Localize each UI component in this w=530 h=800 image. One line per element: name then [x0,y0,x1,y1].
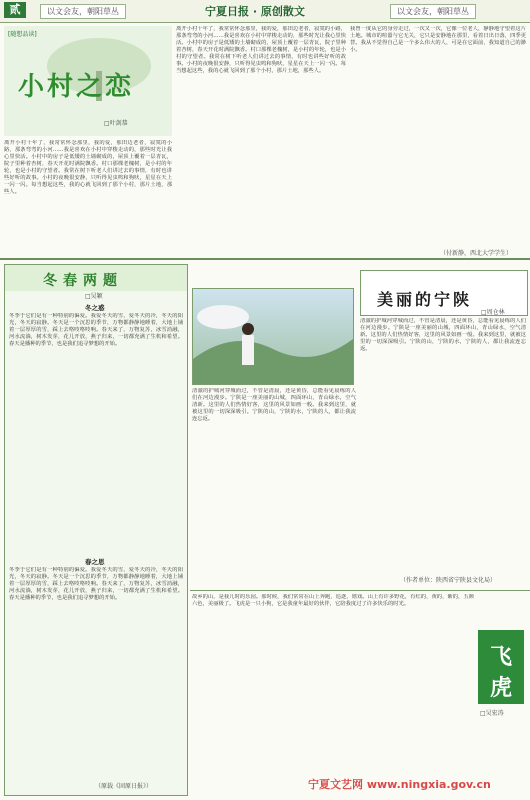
section-title: 宁夏日报 · 原创散文 [205,5,305,18]
article2-title: 冬春两题 [43,273,123,289]
divider-bottom [190,590,530,591]
middle-footer: （付新静，西北大学学生） [440,250,513,257]
article3-author: □周仓林 [481,309,505,316]
article4-body: 故乡的山，是我儿时的乐园。那时候，我们常常在山上奔跑，追逐，嬉戏。山上有许多野花，有红的，黄的，紫的，五颜六色，美丽极了。飞虎是一只小狗，它是我童年最好的伙伴，它陪我度过了许多快乐的时光。 [192,594,474,607]
middle-body: 离开小村十年了，我常常怀念那里，我的爱，那田边老者，寂寞的小路，那条弯弯的小河……我是喜欢在小村中穿梭走动的，那些时光让我心里快活。小村中的房子是低矮的土墙砌成的，屋顶上覆着一层青瓦，院子里种着杏树，春天开花时满院飘香。村口那棵老槐树，是小村的年轮，也是小村的守望者。我常在树下听老人们讲过去的事情，有时也讲些好听的故事。小村的夜晚很安静，只听得见虫鸣和狗吠，星星在天上一闪一闪。每当想起这些，我的心就飞回到了那个小村，那片土地，那些人。 [176,26,346,74]
page-header [0,0,530,23]
article3-body-left: 清澈的护城河穿城而过，不管是清晨，还是黄昏，总能看见晨练的人们在河边漫步。宁陕是一座美丽的山城，四面环山，青山绿水，空气清新。这里的人们热情好客，这里的风景如画一般。我来到这里，就被这里的一切深深吸引。宁陕的山，宁陕的水，宁陕的人，都让我流连忘返。 [192,388,356,422]
divider [0,258,530,260]
article1-tag: [随想品读] [8,31,37,38]
header-slogan-right: 以文会友，朝阳草丛 [390,4,476,19]
header-slogan-left: 以文会友，朝阳草丛 [40,4,126,19]
article3-body: 清澈的护城河穿城而过，不管是清晨，还是黄昏，总能看见晨练的人们在河边漫步。宁陕是一座美丽的山城，四面环山，青山绿水，空气清新。这里的人们热情好客，这里的风景如画一般。我来到这里，就被这里的一切深深吸引。宁陕的山，宁陕的水，宁陕的人，都让我流连忘返。 [360,318,526,352]
article2-sub2: 春之思 [85,558,105,566]
article4-author: □吴宏涛 [480,710,504,717]
article2-body1: 冬季于它们是有一种特别的偏爱。我爱冬天的雪，爱冬天的冷，冬天的阳光，冬天的寂静。冬天是一个沉思的季节，万物都静静地睡着，大地上铺着一层厚厚的雪，踩上去咯吱咯吱响。春天来了，万物复苏，冰雪消融，河水流淌，树木发芽，花儿开放，燕子归来，一切都充满了生机和希望。春天是播种的季节，也是我们追寻梦想的开始。 [9,313,183,347]
right-body: 我曾一度从它的身旁走过，一次又一次，它像一位老人，静静地守望着这片土地。城市的喧嚣与它无关，它只是安静地在那里，看着日出日落，四季更替。我从不觉得自己是一个多么伟大的人，可是在它面前，我知道自己的渺小。 [350,26,526,53]
article1-body: 离开小村十年了，我常常怀念那里，我的爱，那田边老者，寂寞的小路，那条弯弯的小河……我是喜欢在小村中穿梭走动的，那些时光让我心里快活。小村中的房子是低矮的土墙砌成的，屋顶上覆着一层青瓦，院子里种着杏树，春天开花时满院飘香。村口那棵老槐树，是小村的年轮，也是小村的守望者。我常在树下听老人们讲过去的事情，有时也讲些好听的故事。小村的夜晚很安静，只听得见虫鸣和狗吠，星星在天上一闪一闪。每当想起这些，我的心就飞回到了那个小村，那片土地，那些人。 [4,140,172,195]
page-number: 贰 [4,2,26,18]
article2-box [4,264,188,796]
article4-title-box [478,630,524,704]
article3-footer: （作者单位：陕西省宁陕县文化局） [400,577,497,584]
article4-title: 飞虎 [489,645,512,701]
article2-author: □吴颖 [85,293,103,300]
article1-author: □叶剑恭 [104,120,128,127]
article2-sub1: 冬之惑 [85,304,105,312]
article3-title: 美丽的宁陕 [377,290,473,309]
watermark: 宁夏文艺网 www.ningxia.gov.cn [308,778,491,791]
photo-woman-umbrella [192,288,354,385]
article1-title: 小村之恋 [18,72,135,102]
article1-banner [4,26,172,136]
article3-header [360,270,528,316]
article2-body2: 冬季于它们是有一种特别的偏爱。我爱冬天的雪，爱冬天的冷，冬天的阳光，冬天的寂静。冬天是一个沉思的季节，万物都静静地睡着，大地上铺着一层厚厚的雪，踩上去咯吱咯吱响。春天来了，万物复苏，冰雪消融，河水流淌，树木发芽，花儿开放，燕子归来，一切都充满了生机和希望。春天是播种的季节，也是我们追寻梦想的开始。 [9,567,183,601]
article2-footer: （原载《固原日报》） [95,783,153,790]
